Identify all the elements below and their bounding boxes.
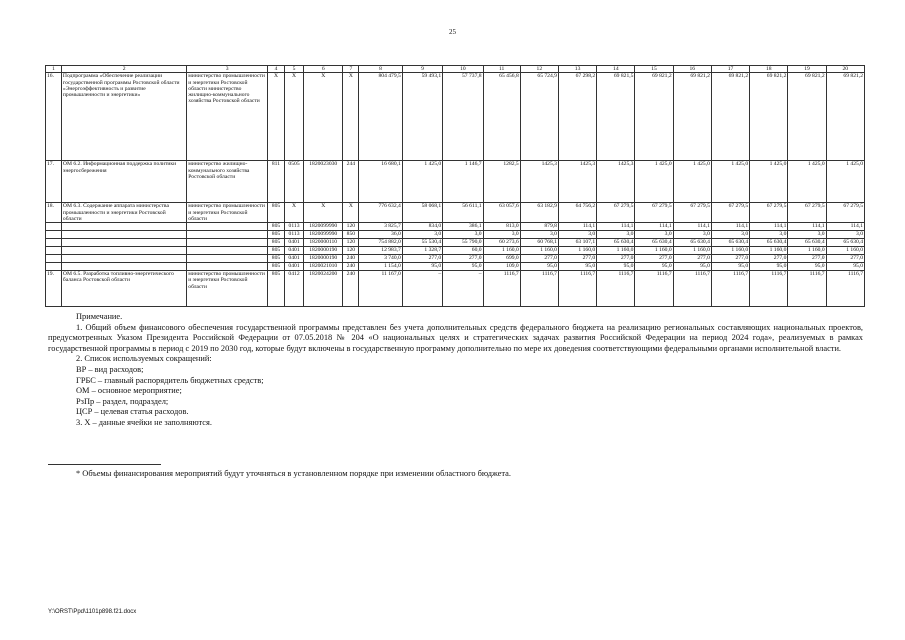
table-cell: 386,1 xyxy=(443,223,483,231)
table-cell: 805 xyxy=(267,239,284,247)
table-cell: 879,8 xyxy=(520,223,558,231)
table-cell: 1820000190 xyxy=(304,247,343,255)
table-cell: 120 xyxy=(343,223,359,231)
table-cell: 1 160,0 xyxy=(788,247,826,255)
table-cell: ОМ 6.2. Информационная поддержка политики энергосбережения xyxy=(61,161,186,203)
table-cell: 67 279,5 xyxy=(673,203,711,223)
table-cell: 69 821,2 xyxy=(826,73,864,161)
table-cell: 65 630,4 xyxy=(826,239,864,247)
table-cell: министерство промышленности и энергетики Ростовской области xyxy=(187,271,268,307)
column-number-cell: 17 xyxy=(711,66,749,73)
table-cell: 277,0 xyxy=(443,255,483,263)
table-cell xyxy=(187,247,268,255)
table-cell: 1 425,0 xyxy=(711,161,749,203)
table-cell: 67 279,5 xyxy=(826,203,864,223)
table-cell: 69 821,2 xyxy=(750,73,788,161)
table-cell: 277,0 xyxy=(750,255,788,263)
table-cell: 1116,7 xyxy=(711,271,749,307)
table-cell xyxy=(187,239,268,247)
table-cell: 67 279,5 xyxy=(788,203,826,223)
column-number-cell: 5 xyxy=(284,66,303,73)
abbr-item: ОМ – основное мероприятие; xyxy=(76,386,182,396)
table-cell: 240 xyxy=(343,255,359,263)
table-cell: 277,0 xyxy=(673,255,711,263)
table-cell: 114,1 xyxy=(635,223,673,231)
table-cell xyxy=(61,239,186,247)
table-cell: 95,0 xyxy=(558,263,596,271)
footnote-divider xyxy=(48,464,161,465)
table-cell: 1116,7 xyxy=(788,271,826,307)
column-number-cell: 3 xyxy=(187,66,268,73)
table-cell: 69 821,2 xyxy=(673,73,711,161)
table-header-row xyxy=(46,66,865,73)
table-cell: 57 737,8 xyxy=(443,73,483,161)
table-cell: 0401 xyxy=(284,247,303,255)
column-number-cell: 13 xyxy=(558,66,596,73)
table-cell: 1 160,0 xyxy=(673,247,711,255)
budget-table xyxy=(45,65,865,307)
table-cell: 1116,7 xyxy=(597,271,635,307)
table-row xyxy=(46,247,865,255)
column-number-cell: 9 xyxy=(402,66,442,73)
table-cell: 60 768,1 xyxy=(520,239,558,247)
table-cell xyxy=(46,223,62,231)
table-row xyxy=(46,73,865,161)
table-cell: 3,0 xyxy=(635,231,673,239)
table-cell: 114,1 xyxy=(597,223,635,231)
table-cell xyxy=(61,263,186,271)
table-cell: 1 160,0 xyxy=(483,247,520,255)
table-cell: 65 724,9 xyxy=(520,73,558,161)
note-item-2: 2. Список используемых сокращений: xyxy=(76,354,212,364)
table-cell: 1820024200 xyxy=(304,271,343,307)
table-cell: 18. xyxy=(46,203,62,223)
column-number-cell: 16 xyxy=(673,66,711,73)
table-cell: 55 530,4 xyxy=(402,239,442,247)
table-row xyxy=(46,223,865,231)
footnote: * Объемы финансирования мероприятий будут уточняться в установленном порядке при изменении областного бюджета. xyxy=(76,469,511,478)
table-cell: 1 425,0 xyxy=(788,161,826,203)
table-cell: 19. xyxy=(46,271,62,307)
table-cell: 65 630,4 xyxy=(750,239,788,247)
table-cell: 3,0 xyxy=(597,231,635,239)
table-cell: 95,0 xyxy=(711,263,749,271)
table-cell: 1425,3 xyxy=(520,161,558,203)
table-cell: 1 160,0 xyxy=(750,247,788,255)
table-cell: ОМ 6.3. Содержание аппарата министерства промышленности и энергетики Ростовской области xyxy=(61,203,186,223)
page-number: 25 xyxy=(449,28,456,36)
table-cell: 95,0 xyxy=(673,263,711,271)
table-cell: 811 xyxy=(267,161,284,203)
table-cell: Подпрограмма «Обеспечение реализации государственной программы Ростовской области «Энергоэффективность и развитие промышленности и энергетики» xyxy=(61,73,186,161)
table-cell: 1116,7 xyxy=(558,271,596,307)
table-cell: 109,0 xyxy=(483,263,520,271)
table-cell xyxy=(46,231,62,239)
table-cell: 804 479,5 xyxy=(359,73,403,161)
table-cell: – xyxy=(443,271,483,307)
table-cell: 69 821,2 xyxy=(788,73,826,161)
table-row xyxy=(46,255,865,263)
table-cell: 3 825,7 xyxy=(359,223,403,231)
column-number-cell: 1 xyxy=(46,66,62,73)
table-cell: 0412 xyxy=(284,271,303,307)
column-number-cell: 20 xyxy=(826,66,864,73)
table-cell: 699,0 xyxy=(483,255,520,263)
column-number-cell: 19 xyxy=(788,66,826,73)
abbr-item: ГРБС – главный распорядитель бюджетных средств; xyxy=(76,375,264,385)
table-row xyxy=(46,203,865,223)
table-cell: 64 756,2 xyxy=(558,203,596,223)
table-cell: 244 xyxy=(343,161,359,203)
table-cell xyxy=(187,223,268,231)
table-cell: 240 xyxy=(343,263,359,271)
table-cell: 17. xyxy=(46,161,62,203)
table-cell: 1820023030 xyxy=(304,161,343,203)
table-cell: 1116,7 xyxy=(635,271,673,307)
table-cell: 95,0 xyxy=(402,263,442,271)
column-number-cell: 11 xyxy=(483,66,520,73)
table-cell: 805 xyxy=(267,223,284,231)
table-cell: 277,0 xyxy=(402,255,442,263)
table-cell: 277,0 xyxy=(558,255,596,263)
table-cell xyxy=(46,255,62,263)
table-cell: 277,0 xyxy=(788,255,826,263)
table-cell: 95,0 xyxy=(788,263,826,271)
table-cell: 95,0 xyxy=(750,263,788,271)
table-cell xyxy=(46,239,62,247)
table-cell: 55 790,0 xyxy=(443,239,483,247)
table-cell: 3,0 xyxy=(673,231,711,239)
table-cell: 850 xyxy=(343,231,359,239)
table-cell: 3,0 xyxy=(402,231,442,239)
table-cell: 1116,7 xyxy=(520,271,558,307)
table-cell: 805 xyxy=(267,203,284,223)
table-cell xyxy=(61,231,186,239)
table-cell: 120 xyxy=(343,247,359,255)
table-cell: 65 630,4 xyxy=(711,239,749,247)
table-cell: 834,0 xyxy=(402,223,442,231)
table-cell: ОМ 6.5. Разработка топливно-энергетического баланса Ростовской области xyxy=(61,271,186,307)
column-number-cell: 14 xyxy=(597,66,635,73)
table-cell: 1425,3 xyxy=(558,161,596,203)
table-cell: 277,0 xyxy=(597,255,635,263)
table-cell: 65 630,4 xyxy=(788,239,826,247)
notes-title: Примечание. xyxy=(76,312,123,321)
abbr-item: ВР – вид расходов; xyxy=(76,364,144,374)
file-path: Y:\ORST\Ppd\1101p898.f21.docx xyxy=(48,609,137,615)
table-cell: 114,1 xyxy=(673,223,711,231)
column-number-cell: 10 xyxy=(443,66,483,73)
table-cell: 1 160,0 xyxy=(826,247,864,255)
table-cell xyxy=(61,223,186,231)
table-cell: министерство промышленности и энергетики Ростовской области министерство жилищно-коммунального хозяйства Ростовской области xyxy=(187,73,268,161)
table-cell: 1116,7 xyxy=(483,271,520,307)
table-cell: 1 328,7 xyxy=(402,247,442,255)
table-cell: 1116,7 xyxy=(750,271,788,307)
table-cell xyxy=(61,255,186,263)
table-cell: 65 630,4 xyxy=(673,239,711,247)
table-cell: 114,1 xyxy=(750,223,788,231)
table-cell: – xyxy=(402,271,442,307)
table-cell: 805 xyxy=(267,247,284,255)
table-cell: 3,0 xyxy=(750,231,788,239)
table-cell: 69 821,2 xyxy=(635,73,673,161)
table-row xyxy=(46,231,865,239)
table-cell: 69 821,2 xyxy=(711,73,749,161)
table-cell: 1116,7 xyxy=(826,271,864,307)
column-number-cell: 15 xyxy=(635,66,673,73)
table-cell: 1 425,0 xyxy=(750,161,788,203)
table-cell: 12 983,7 xyxy=(359,247,403,255)
table-cell: 95,0 xyxy=(635,263,673,271)
table-cell: X xyxy=(267,73,284,161)
table-cell: 3,0 xyxy=(483,231,520,239)
table-cell: 95,0 xyxy=(826,263,864,271)
table-cell: 1820099990 xyxy=(304,231,343,239)
table-cell: 16. xyxy=(46,73,62,161)
table-cell: 1820000190 xyxy=(304,255,343,263)
table-cell: 114,1 xyxy=(558,223,596,231)
table-cell: 3,0 xyxy=(788,231,826,239)
table-cell: 1 160,0 xyxy=(711,247,749,255)
column-number-cell: 12 xyxy=(520,66,558,73)
table-cell: 120 xyxy=(343,239,359,247)
table-cell: 60 273,6 xyxy=(483,239,520,247)
table-cell: 1 160,0 xyxy=(597,247,635,255)
table-cell: 0401 xyxy=(284,263,303,271)
table-cell xyxy=(46,247,62,255)
column-number-cell: 2 xyxy=(61,66,186,73)
table-cell: 67 298,2 xyxy=(558,73,596,161)
table-cell: 114,1 xyxy=(826,223,864,231)
table-cell: 0505 xyxy=(284,161,303,203)
table-cell: 805 xyxy=(267,271,284,307)
table-cell: 67 279,5 xyxy=(635,203,673,223)
table-cell: 1282,5 xyxy=(483,161,520,203)
table-cell: 1 160,0 xyxy=(635,247,673,255)
column-number-cell: 6 xyxy=(304,66,343,73)
table-cell: 56 611,1 xyxy=(443,203,483,223)
table-cell: 0401 xyxy=(284,239,303,247)
table-cell: 277,0 xyxy=(826,255,864,263)
table-cell: 63 182,9 xyxy=(520,203,558,223)
table-cell: 1 425,0 xyxy=(826,161,864,203)
table-row xyxy=(46,271,865,307)
column-number-cell: 7 xyxy=(343,66,359,73)
note-item-3: 3. X – данные ячейки не заполняются. xyxy=(76,417,212,427)
table-cell: 0113 xyxy=(284,223,303,231)
table-cell: 776 632,4 xyxy=(359,203,403,223)
abbr-item: РзПр – раздел, подраздел; xyxy=(76,396,169,406)
table-cell: 95,0 xyxy=(443,263,483,271)
table-cell xyxy=(187,255,268,263)
notes-section xyxy=(48,312,863,429)
table-cell: 65 630,4 xyxy=(597,239,635,247)
table-cell: 65 630,4 xyxy=(635,239,673,247)
table-cell: X xyxy=(284,73,303,161)
table-cell: министерство промышленности и энергетики Ростовской области xyxy=(187,203,268,223)
table-cell: 69 821,5 xyxy=(597,73,635,161)
table-row xyxy=(46,161,865,203)
table-cell: 1820000110 xyxy=(304,239,343,247)
table-cell: 65 456,8 xyxy=(483,73,520,161)
table-cell: 63 057,6 xyxy=(483,203,520,223)
table-cell: 95,0 xyxy=(520,263,558,271)
table-cell: 36,0 xyxy=(359,231,403,239)
table-cell: 3 740,0 xyxy=(359,255,403,263)
table-cell: 1 154,0 xyxy=(359,263,403,271)
table-cell: 67 279,5 xyxy=(597,203,635,223)
table-cell: 3,0 xyxy=(826,231,864,239)
table-cell: 1 160,0 xyxy=(558,247,596,255)
table-cell: 1 425,0 xyxy=(673,161,711,203)
table-cell: 67 279,5 xyxy=(711,203,749,223)
table-cell: 59 493,1 xyxy=(402,73,442,161)
table-cell: 813,0 xyxy=(483,223,520,231)
table-cell: 1425,3 xyxy=(597,161,635,203)
table-cell: 805 xyxy=(267,263,284,271)
table-cell: X xyxy=(284,203,303,223)
note-item-1: 1. Общий объем финансового обеспечения государственной программы представлен без учета дополнительных средств федерального бюджета на реализацию региональных составляющих национальных проектов, предусмотренных Указом Президента Российской Федерации от 07.05.2018 № 204 «О национальных целях и стратегических задачах развития Российской Федерации на период 2024 года», реализуемых в рамках государственной программы в период с 2019 по 2030 год, которые будут включены в государственную программу дополнительно по мере их доведения соответствующими федеральными органами исполнительной власти. xyxy=(48,322,863,353)
table-cell: 277,0 xyxy=(520,255,558,263)
table-cell: 95,0 xyxy=(597,263,635,271)
table-cell: 1 160,0 xyxy=(520,247,558,255)
table-cell: 1820099990 xyxy=(304,223,343,231)
table-cell: 1 425,0 xyxy=(635,161,673,203)
table-cell: 60,0 xyxy=(443,247,483,255)
table-cell xyxy=(187,231,268,239)
table-cell: 1820021010 xyxy=(304,263,343,271)
table-cell: X xyxy=(343,73,359,161)
table-cell: 114,1 xyxy=(711,223,749,231)
table-cell xyxy=(187,263,268,271)
table-cell: 277,0 xyxy=(635,255,673,263)
table-cell: 67 279,5 xyxy=(750,203,788,223)
table-cell: 58 068,1 xyxy=(402,203,442,223)
table-cell: 805 xyxy=(267,255,284,263)
table-cell: 0401 xyxy=(284,255,303,263)
table-cell xyxy=(46,263,62,271)
table-cell: 3,0 xyxy=(558,231,596,239)
table-cell: X xyxy=(304,73,343,161)
table-cell: 3,0 xyxy=(711,231,749,239)
table-cell: 240 xyxy=(343,271,359,307)
table-cell: 1116,7 xyxy=(673,271,711,307)
table-cell: 277,0 xyxy=(711,255,749,263)
table-cell: 114,1 xyxy=(788,223,826,231)
abbr-item: ЦСР – целевая статья расходов. xyxy=(76,407,189,417)
table-cell: X xyxy=(343,203,359,223)
table-row xyxy=(46,239,865,247)
table-cell: 0113 xyxy=(284,231,303,239)
table-cell: 754 882,0 xyxy=(359,239,403,247)
table-cell: 1 146,7 xyxy=(443,161,483,203)
table-cell: 63 107,1 xyxy=(558,239,596,247)
table-cell: X xyxy=(304,203,343,223)
column-number-cell: 8 xyxy=(359,66,403,73)
table-cell: 16 680,1 xyxy=(359,161,403,203)
table-row xyxy=(46,263,865,271)
table-cell: 1 425,0 xyxy=(402,161,442,203)
column-number-cell: 18 xyxy=(750,66,788,73)
table-cell: 3,0 xyxy=(443,231,483,239)
table-cell: 3,0 xyxy=(520,231,558,239)
table-cell: 11 167,0 xyxy=(359,271,403,307)
table-cell: министерство жилищно-коммунального хозяйства Ростовской области xyxy=(187,161,268,203)
column-number-cell: 4 xyxy=(267,66,284,73)
table-cell xyxy=(61,247,186,255)
table-cell: 805 xyxy=(267,231,284,239)
